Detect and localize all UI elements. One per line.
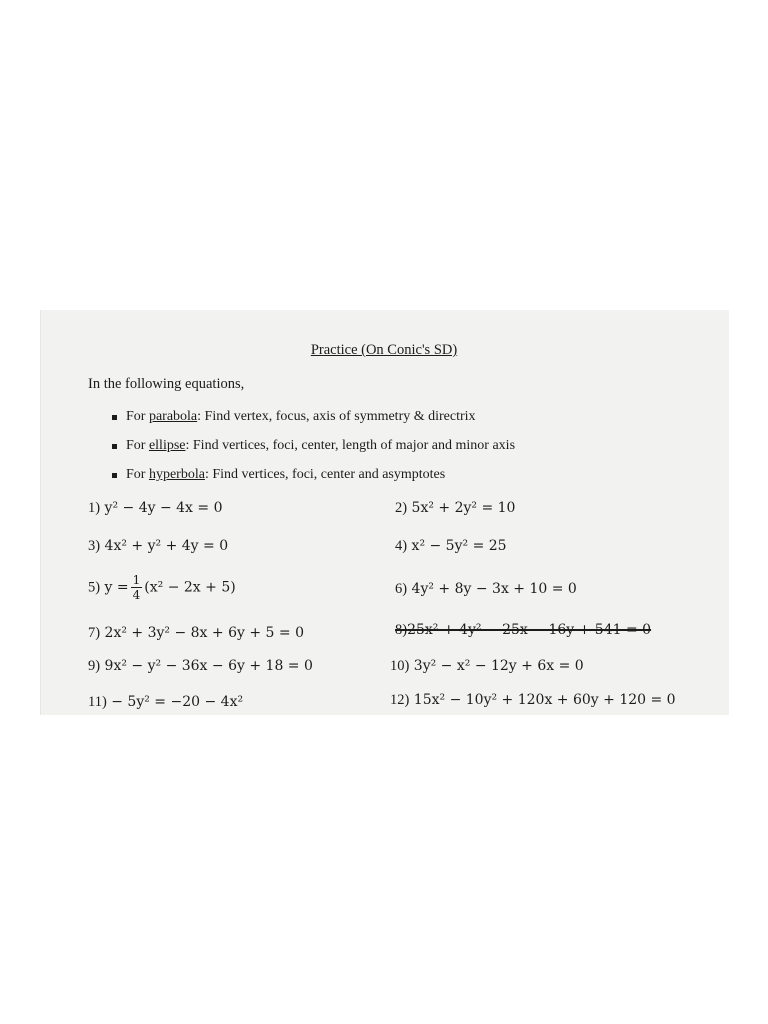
equation-9: 9) 9x² − y² − 36x − 6y + 18 = 0: [88, 658, 313, 674]
equation-7: 7) 2x² + 3y² − 8x + 6y + 5 = 0: [88, 625, 304, 641]
equation-8-struck: 8)25x² + 4y² − 25x − 16y + 541 = 0: [395, 622, 652, 638]
page-title: Practice (On Conic's SD): [310, 342, 458, 358]
equation-5: 5) y = $\frac{1}{4}$ (x² − 2x + 5): [88, 573, 236, 602]
equation-10: 10) 3y² − x² − 12y + 6x = 0: [390, 658, 584, 674]
fraction: $\frac{1}{4}$: [132, 573, 141, 602]
list-item-hyperbola: For hyperbola: Find vertices, foci, center and asymptotes: [112, 467, 515, 496]
equation-4: 4) x² − 5y² = 25: [395, 538, 507, 554]
equation-3: 3) 4x² + y² + 4y = 0: [88, 538, 229, 554]
instruction-list: [112, 409, 515, 496]
list-item-ellipse: For ellipse: Find vertices, foci, center, length of major and minor axis: [112, 438, 515, 467]
equation-1: 1) y² − 4y − 4x = 0: [88, 500, 223, 516]
equation-6: 6) 4y² + 8y − 3x + 10 = 0: [395, 581, 577, 597]
equation-12: 12) 15x² − 10y² + 120x + 60y + 120 = 0: [390, 692, 676, 708]
intro-text: In the following equations,: [88, 376, 245, 392]
list-item-parabola: For parabola: Find vertex, focus, axis of symmetry & directrix: [112, 409, 515, 438]
equation-2: 2) 5x² + 2y² = 10: [395, 500, 516, 516]
equation-11: 11) − 5y² = −20 − 4x²: [88, 694, 244, 710]
